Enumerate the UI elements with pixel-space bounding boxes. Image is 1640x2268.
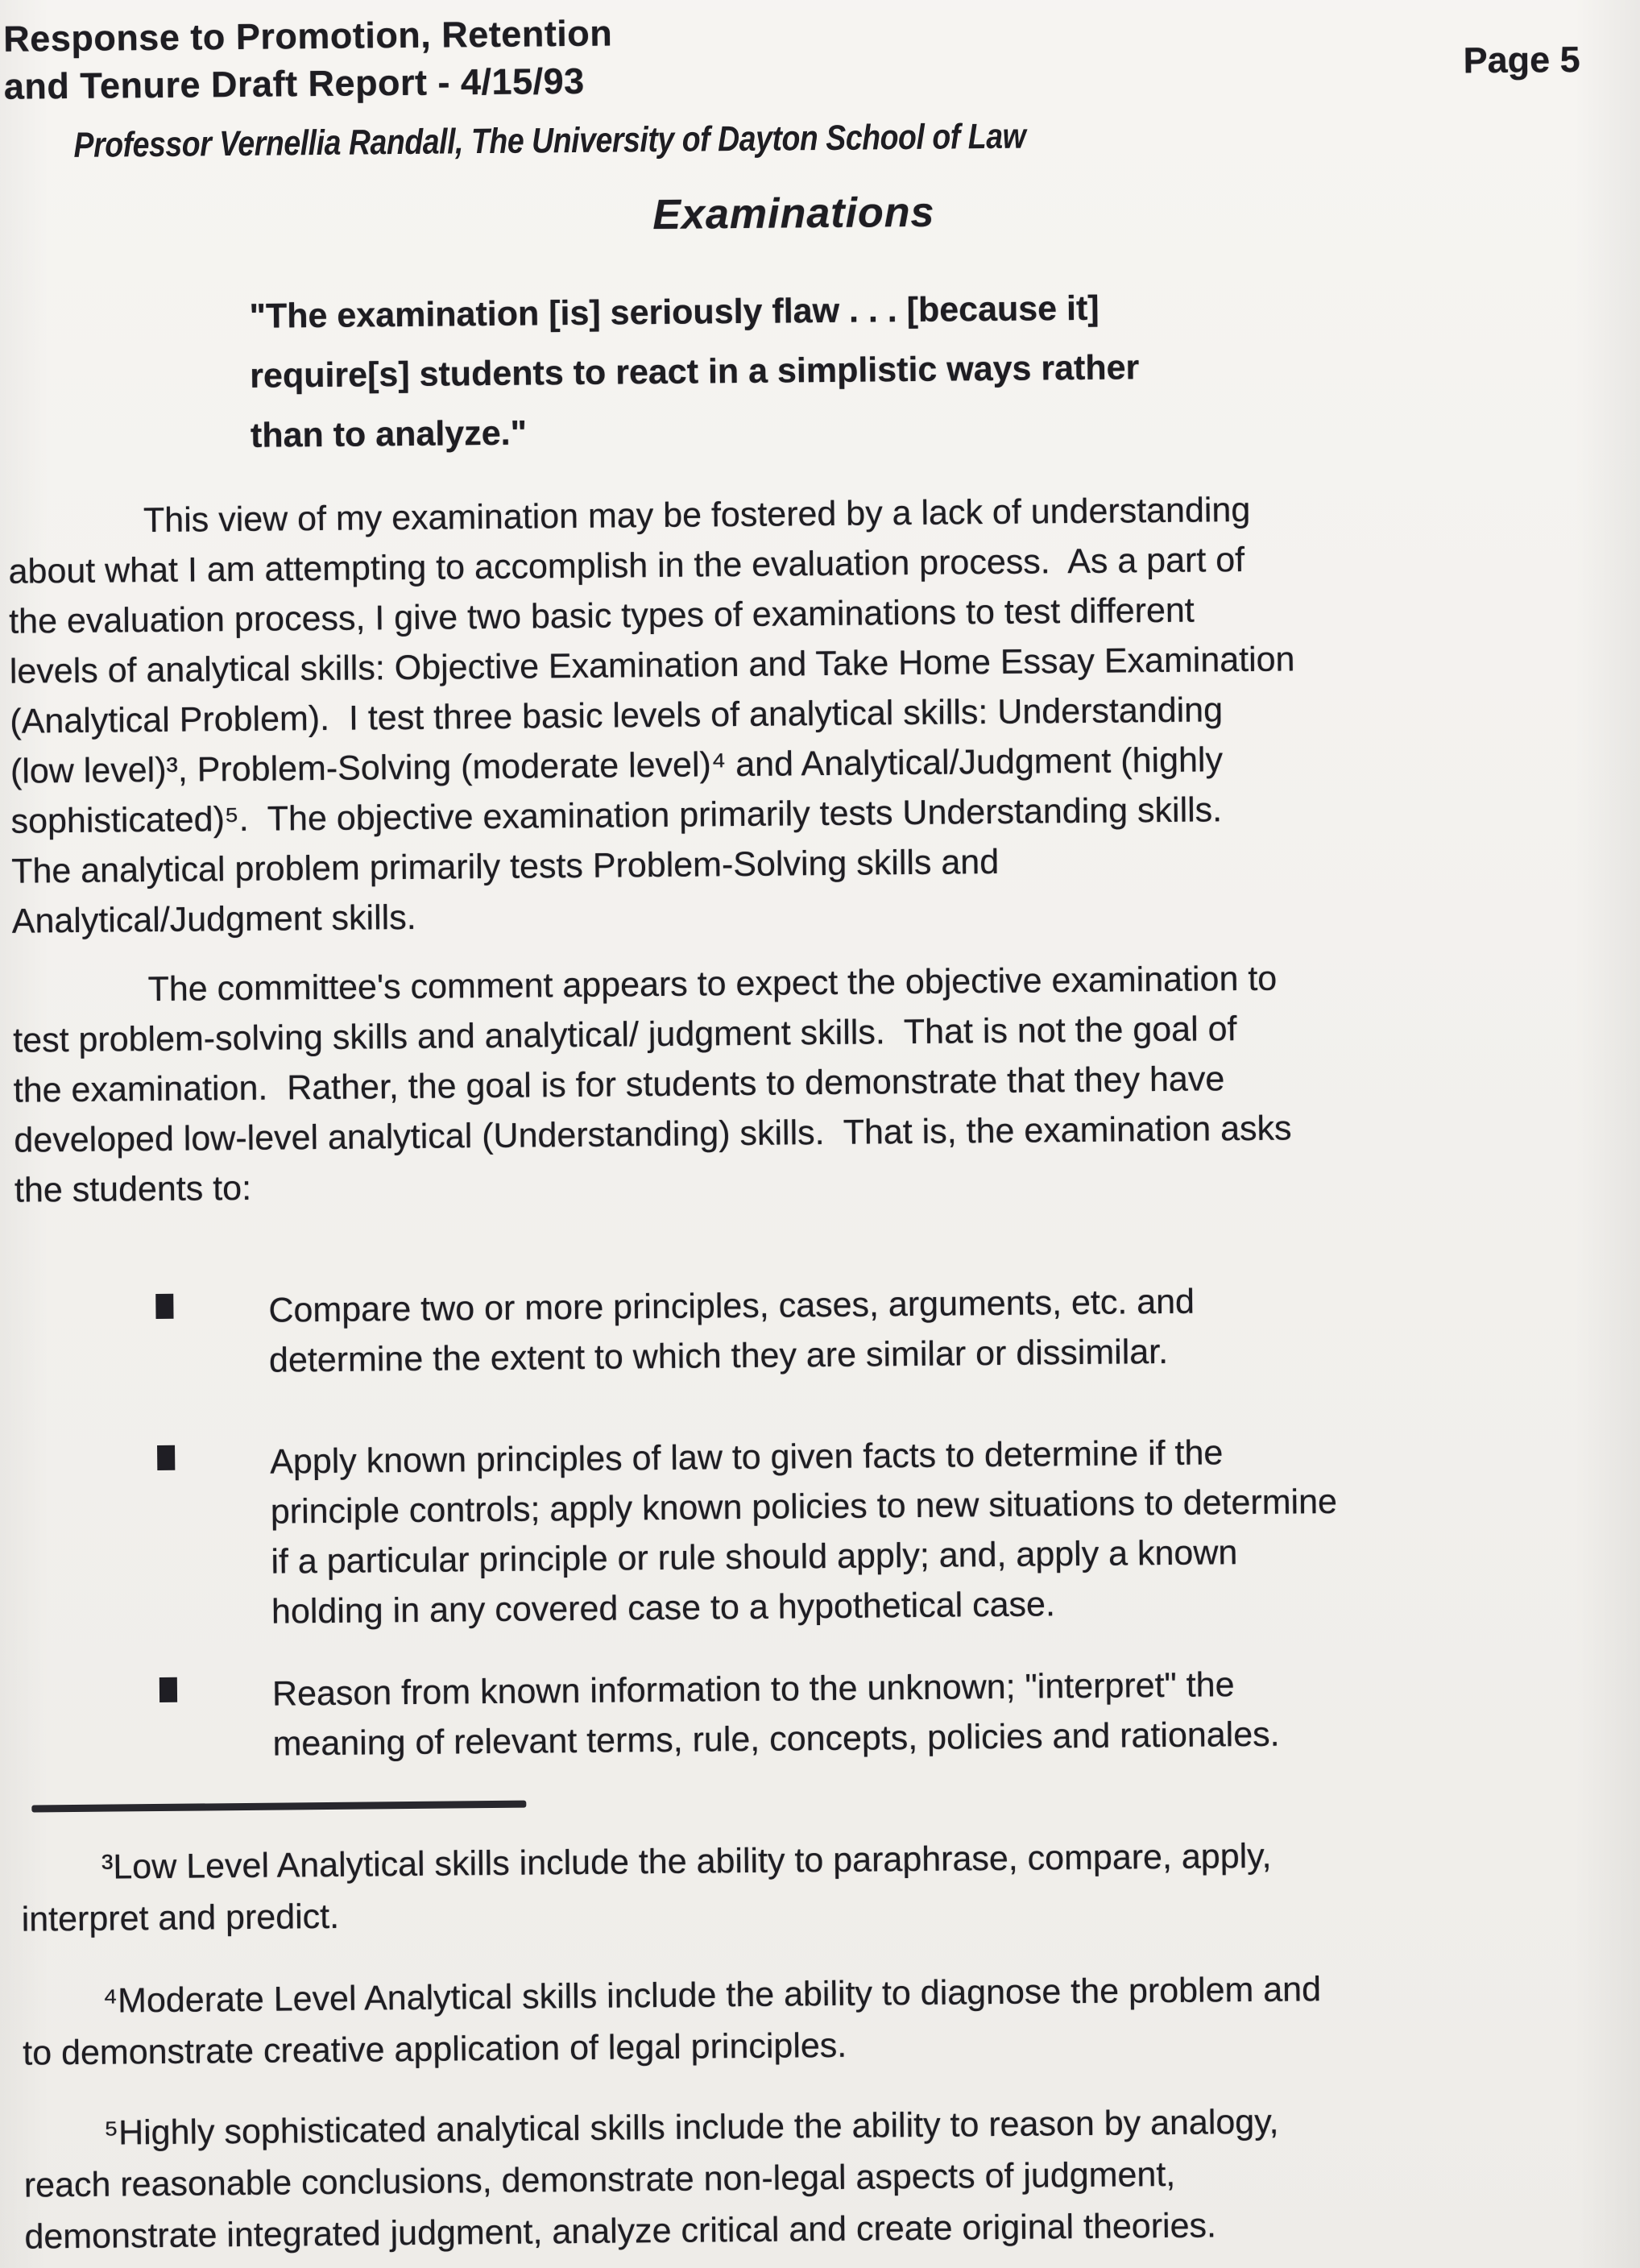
bullet-item-2 [157,1427,1338,1638]
bullet-square-icon [155,1294,173,1319]
bullet-item-1 [155,1277,1195,1387]
bullet-square-icon [157,1445,175,1470]
byline: Professor Vernellia Randall, The University of Dayton School of Law [73,116,1026,165]
document-header [3,9,613,110]
bullet-text-2: Apply known principles of law to given facts to determine if the principle controls; apply known policies to new situations to determine if a particular principle or rule should apply; and, apply a known holding in any covered case to a hypothetical case. [270,1433,1338,1632]
document-title: Examinations [652,189,935,239]
header-line-1: Response to Promotion, Retention [3,12,613,60]
bullet-square-icon [159,1677,177,1702]
block-quote: "The examination [is] seriously flaw . . . [because it] require[s] students to react in a simplistic ways rather than to analyze." [249,288,1140,455]
header-line-2: and Tenure Draft Report - 4/15/93 [3,60,585,107]
footnote-5: ⁵Highly sophisticated analytical skills include the ability to reason by analogy, reach reasonable conclusions, demonstrate non-legal aspects of judgment, demonstrate integrated judgment, analyze critical and create original theories. [23,2102,1279,2257]
bullet-item-3 [159,1660,1280,1770]
bullet-text-3: Reason from known information to the unknown; "interpret" the meaning of relevant terms, rule, concepts, policies and rationales. [271,1665,1280,1764]
bullet-text-1: Compare two or more principles, cases, arguments, etc. and determine the extent to which they are similar or dissimilar. [268,1282,1195,1380]
footnote-4: ⁴Moderate Level Analytical skills include the ability to diagnose the problem and to demonstrate creative application of legal principles. [23,1970,1322,2073]
paragraph-2: The committee's comment appears to expect the objective examination to test problem-solving skills and analytical/ judgment skills. That is not the goal of the examination. Rather, the goal is for students to demonstrate that they have developed low-level analytical (Understanding) skills. That is, the examination asks the students to: [12,959,1292,1210]
page-number: Page 5 [1463,38,1580,81]
footnote-separator [31,1801,526,1813]
footnote-3: ³Low Level Analytical skills include the ability to paraphrase, compare, apply, interpret and predict. [21,1836,1272,1939]
paragraph-1: This view of my examination may be fostered by a lack of understanding about what I am attempting to accomplish in the evaluation process. As a part of the evaluation process, I give two basic types of examinations to test different levels of analytical skills: Objective Examination and Take Home Essay Examination (Analytical Problem). I test three basic levels of analytical skills: Understanding (low level)³, Problem-Solving (moderate level)⁴ and Analytical/Judgment (highly sophisticated)⁵. The objective examination primarily tests Understanding skills. The analytical problem primarily tests Problem-Solving skills and Analytical/Judgment skills. [8,490,1295,941]
